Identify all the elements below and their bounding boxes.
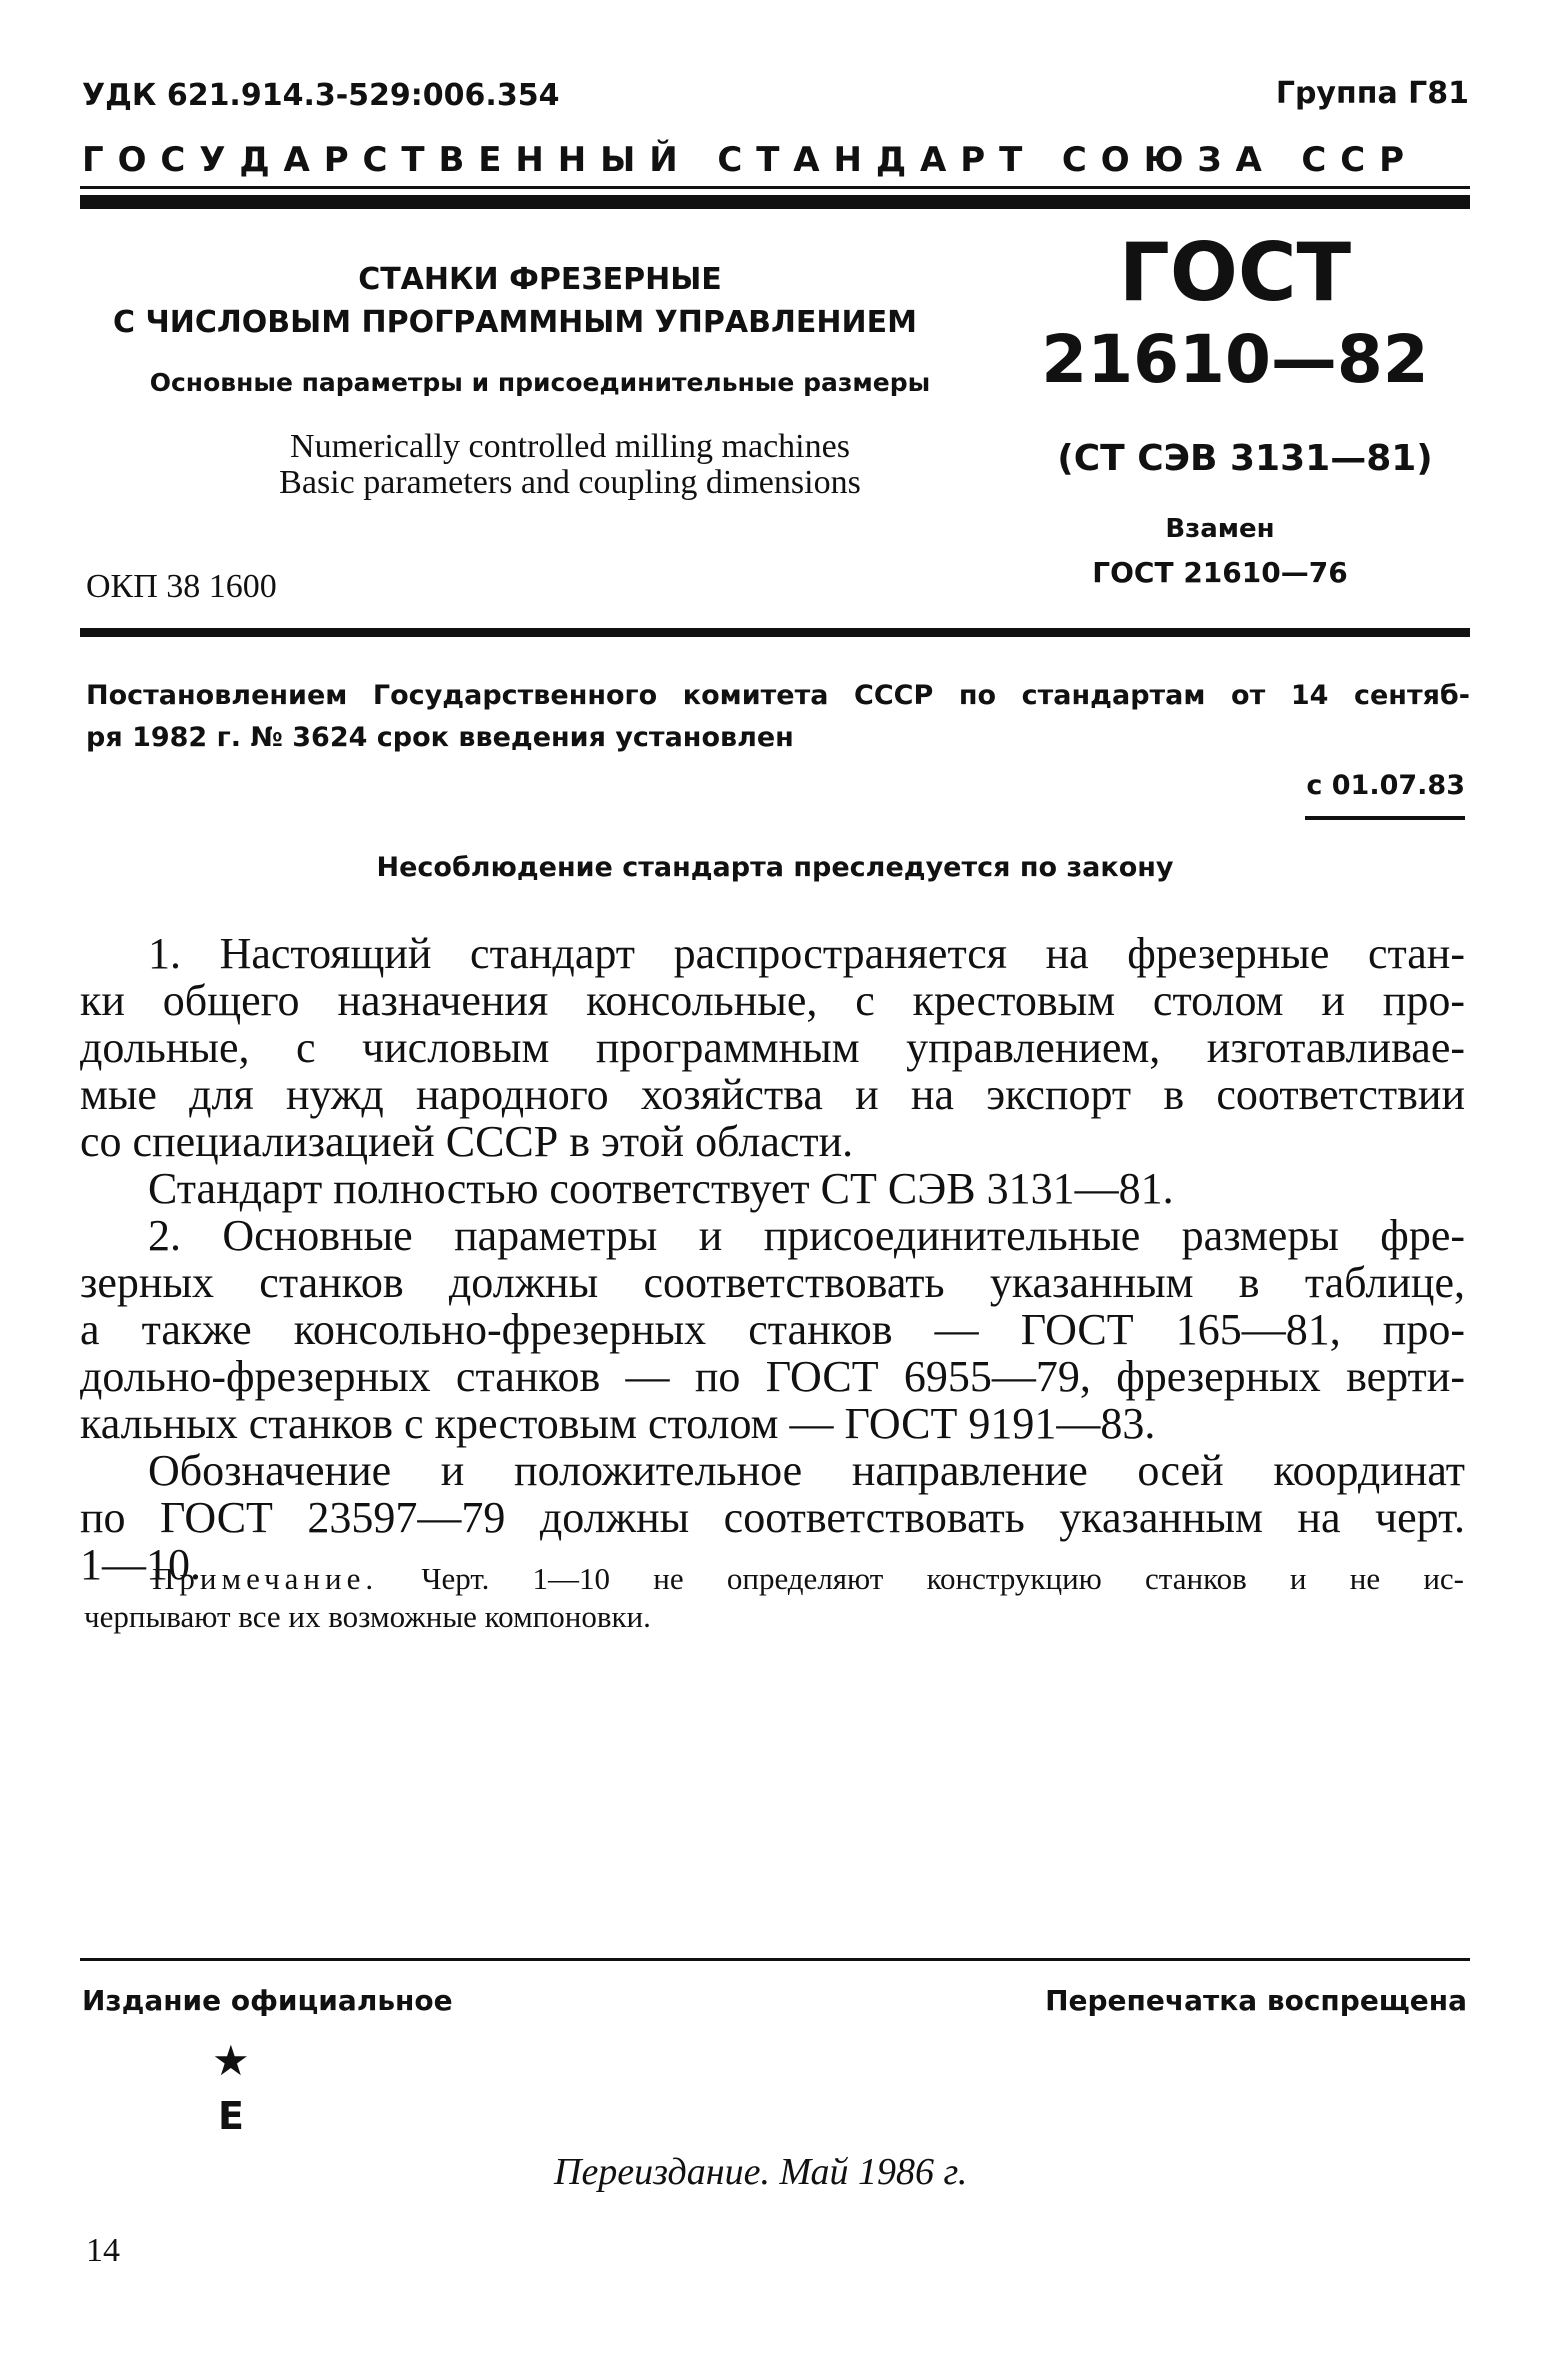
- title-line-2: С ЧИСЛОВЫМ ПРОГРАММНЫМ УПРАВЛЕНИЕМ: [113, 305, 917, 340]
- state-standard-heading: ГОСУДАРСТВЕННЫЙ СТАНДАРТ СОЮЗА ССР: [82, 140, 1418, 180]
- paragraph-1: [80, 930, 1465, 1588]
- gost-label: ГОСТ: [1118, 226, 1352, 319]
- paragraph-1-line: мые для нужд народного хозяйства и на экспорт в соответствии: [80, 1070, 1465, 1119]
- effective-date-rule: [1305, 816, 1465, 820]
- resolution-line-2: ря 1982 г. № 3624 срок введения установлен: [86, 722, 794, 753]
- paragraph-3-line: а также консольно-фрезерных станков — ГОСТ 165—81, про-: [80, 1305, 1465, 1354]
- note-label: Примечание.: [152, 1561, 379, 1596]
- note-line-2: черпывают все их возможные компоновки.: [84, 1599, 651, 1634]
- paragraph-1-line: со специализацией СССР в этой области.: [80, 1117, 854, 1166]
- paragraph-1-line: дольные, с числовым программным управлением, изготавливае-: [80, 1023, 1465, 1072]
- header-rule-thick: [80, 195, 1470, 209]
- legal-warning: Несоблюдение стандарта преследуется по закону: [376, 852, 1174, 883]
- reprint-prohibited: Перепечатка воспрещена: [1045, 1984, 1467, 2017]
- replaced-standard: ГОСТ 21610—76: [1092, 556, 1348, 589]
- paragraph-1-line: 1. Настоящий стандарт распространяется на фрезерные стан-: [148, 929, 1465, 978]
- note: [152, 1560, 1464, 1598]
- footer-rule: [80, 1958, 1470, 1961]
- paragraph-3-line: зерных станков должны соответствовать указанным в таблице,: [80, 1258, 1465, 1307]
- effective-date: с 01.07.83: [1306, 770, 1465, 801]
- paragraph-3-line: 2. Основные параметры и присоединительные размеры фре-: [148, 1211, 1465, 1260]
- st-sev-reference: (СТ СЭВ 3131—81): [1057, 438, 1433, 479]
- paragraph-3-line: кальных станков с крестовым столом — ГОСТ 9191—83.: [80, 1399, 1156, 1448]
- note-line-1: [152, 1560, 1464, 1598]
- note-text-1: Черт. 1—10 не определяют конструкцию станков и не ис-: [421, 1561, 1464, 1596]
- replaces-label: Взамен: [1165, 514, 1275, 544]
- title-line-1: СТАНКИ ФРЕЗЕРНЫЕ: [358, 262, 722, 297]
- title-english-2: Basic parameters and coupling dimensions: [279, 464, 861, 501]
- group-code: Группа Г81: [1275, 76, 1469, 111]
- header-rule-thin: [80, 186, 1470, 189]
- title-subtitle: Основные параметры и присоединительные размеры: [149, 368, 931, 397]
- star-icon: ★: [212, 2036, 250, 2085]
- paragraph-4-line: Обозначение и положительное направление осей координат: [148, 1446, 1465, 1495]
- paragraph-4-line: по ГОСТ 23597—79 должны соответствовать указанным на черт.: [80, 1493, 1465, 1542]
- paragraph-1-line: ки общего назначения консольные, с крестовым столом и про-: [80, 976, 1465, 1025]
- gost-number: 21610—82: [1041, 321, 1429, 398]
- resolution-line-1: Постановлением Государственного комитета СССР по стандартам от 14 сентяб-: [86, 680, 1470, 711]
- paragraph-4-line: 1—10.: [80, 1540, 201, 1589]
- udk-code: УДК 621.914.3-529:006.354: [82, 78, 560, 113]
- edition-letter: Е: [218, 2094, 244, 2138]
- official-edition: Издание официальное: [82, 1984, 453, 2017]
- paragraph-2-line: Стандарт полностью соответствует СТ СЭВ 3131—81.: [148, 1164, 1174, 1213]
- paragraph-3-line: дольно-фрезерных станков — по ГОСТ 6955—79, фрезерных верти-: [80, 1352, 1465, 1401]
- title-english-1: Numerically controlled milling machines: [290, 428, 850, 465]
- title-rule: [80, 628, 1470, 637]
- reissue-note: Переиздание. Май 1986 г.: [554, 2151, 968, 2193]
- okp-code: ОКП 38 1600: [86, 568, 277, 605]
- page-number: 14: [86, 2232, 120, 2269]
